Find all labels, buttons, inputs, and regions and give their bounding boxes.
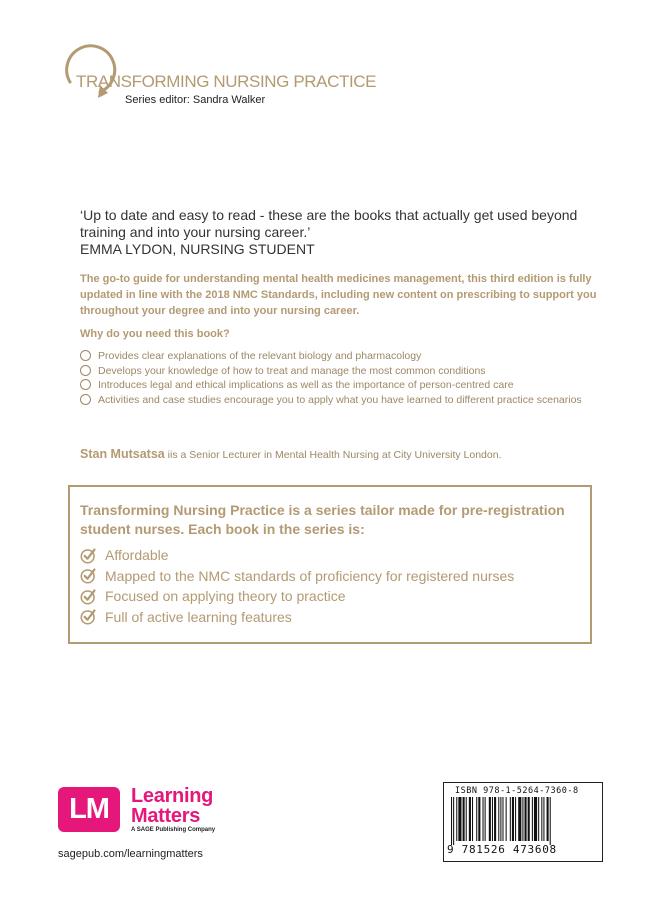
barcode-bar [532, 797, 533, 841]
barcode-bar [453, 797, 454, 845]
reason-item [80, 349, 600, 363]
barcode-bar [492, 797, 493, 841]
barcode-bar [498, 797, 499, 841]
reason-text: Activities and case studies encourage you to apply what you have learned to different practice scenarios [98, 393, 582, 406]
reason-text: Introduces legal and ethical implications as well as the importance of person-centred care [98, 379, 514, 391]
barcode-bar [512, 797, 514, 841]
barcode-bar [518, 797, 521, 841]
check-circle-icon [80, 608, 97, 625]
feature-text: Focused on applying theory to practice [105, 588, 346, 605]
reason-text: Provides clear explanations of the relevant biology and pharmacology [98, 350, 422, 362]
barcode-bar [485, 797, 486, 841]
reason-item [80, 378, 600, 392]
barcode-bar [451, 797, 452, 845]
author-name: Stan Mutsatsa [80, 447, 165, 461]
feature-item [80, 586, 514, 607]
barcode-bar [510, 797, 511, 841]
publisher-name-line1: Learning [131, 785, 214, 807]
reason-item [80, 364, 600, 378]
barcode-bar [466, 797, 467, 841]
author-bio [80, 447, 600, 461]
barcode-digits: 9 781526 473608 [447, 843, 557, 856]
feature-text: Affordable [105, 547, 169, 564]
reason-text: Develops your knowledge of how to treat and manage the most common conditions [98, 364, 486, 377]
feature-text: Full of active learning features [105, 608, 292, 625]
reason-item [80, 393, 600, 407]
barcode-bar [541, 797, 542, 841]
reasons-list [80, 349, 600, 407]
barcode-bar [456, 797, 457, 841]
publisher-tagline: A SAGE Publishing Company [131, 827, 216, 833]
publisher-url: sagepub.com/learningmatters [58, 848, 203, 860]
check-circle-icon [80, 588, 97, 605]
barcode-bar [534, 797, 537, 841]
quote-attribution: EMMA LYDON, NURSING STUDENT [80, 241, 315, 257]
series-title: TRANSFORMING NURSING PRACTICE [76, 72, 377, 91]
feature-text: Mapped to the NMC standards of proficiency for registered nurses [105, 567, 515, 584]
barcode-bar [502, 797, 503, 841]
learning-matters-logo-mark: LM [58, 787, 120, 832]
barcode-bar [515, 797, 516, 841]
barcode-bar [489, 797, 491, 841]
feature-item [80, 545, 514, 566]
check-circle-icon [80, 567, 97, 584]
barcode-bar [506, 797, 507, 841]
circle-bullet-icon [80, 350, 91, 361]
barcode-bar [550, 797, 551, 845]
barcode-bar [483, 797, 484, 841]
barcode-bar [500, 797, 501, 841]
barcode-bar [494, 797, 496, 841]
circle-bullet-icon [80, 379, 91, 390]
circle-bullet-icon [80, 365, 91, 376]
book-blurb: The go-to guide for understanding mental health medicines management, this third edition is fully updated in line with the 2018 NMC Standards, including new content on prescribing to support you throughout your degree and into your nursing career. [80, 273, 597, 317]
check-circle-icon [80, 547, 97, 564]
isbn-label: ISBN 978-1-5264-7360-8 [455, 786, 579, 796]
feature-item [80, 607, 514, 628]
feature-item [80, 566, 514, 587]
series-box-title: Transforming Nursing Practice is a series tailor made for pre-registration student nurses. Each book in the series is: [80, 502, 565, 537]
why-heading: Why do you need this book? [80, 328, 230, 340]
barcode-bar [525, 797, 527, 841]
barcode-bar [458, 797, 461, 841]
series-editor: Series editor: Sandra Walker [125, 94, 266, 106]
barcode-bar [472, 797, 473, 841]
barcode-bar [522, 797, 523, 841]
barcode-bars [449, 797, 598, 845]
barcode-bar [538, 797, 539, 841]
barcode-bar [547, 797, 549, 841]
publisher-name-line2: Matters [131, 805, 201, 827]
barcode-bar [528, 797, 530, 841]
barcode-bar [469, 797, 471, 841]
barcode-bar [463, 797, 465, 841]
review-quote: ‘Up to date and easy to read - these are the books that actually get used beyond training and into your nursing career.’ [80, 207, 578, 240]
barcode-bar [543, 797, 544, 841]
barcode-bar [478, 797, 480, 841]
barcode-bar [476, 797, 477, 841]
circle-bullet-icon [80, 394, 91, 405]
author-description: iis a Senior Lecturer in Mental Health Nursing at City University London. [167, 449, 502, 461]
features-list [80, 545, 514, 627]
